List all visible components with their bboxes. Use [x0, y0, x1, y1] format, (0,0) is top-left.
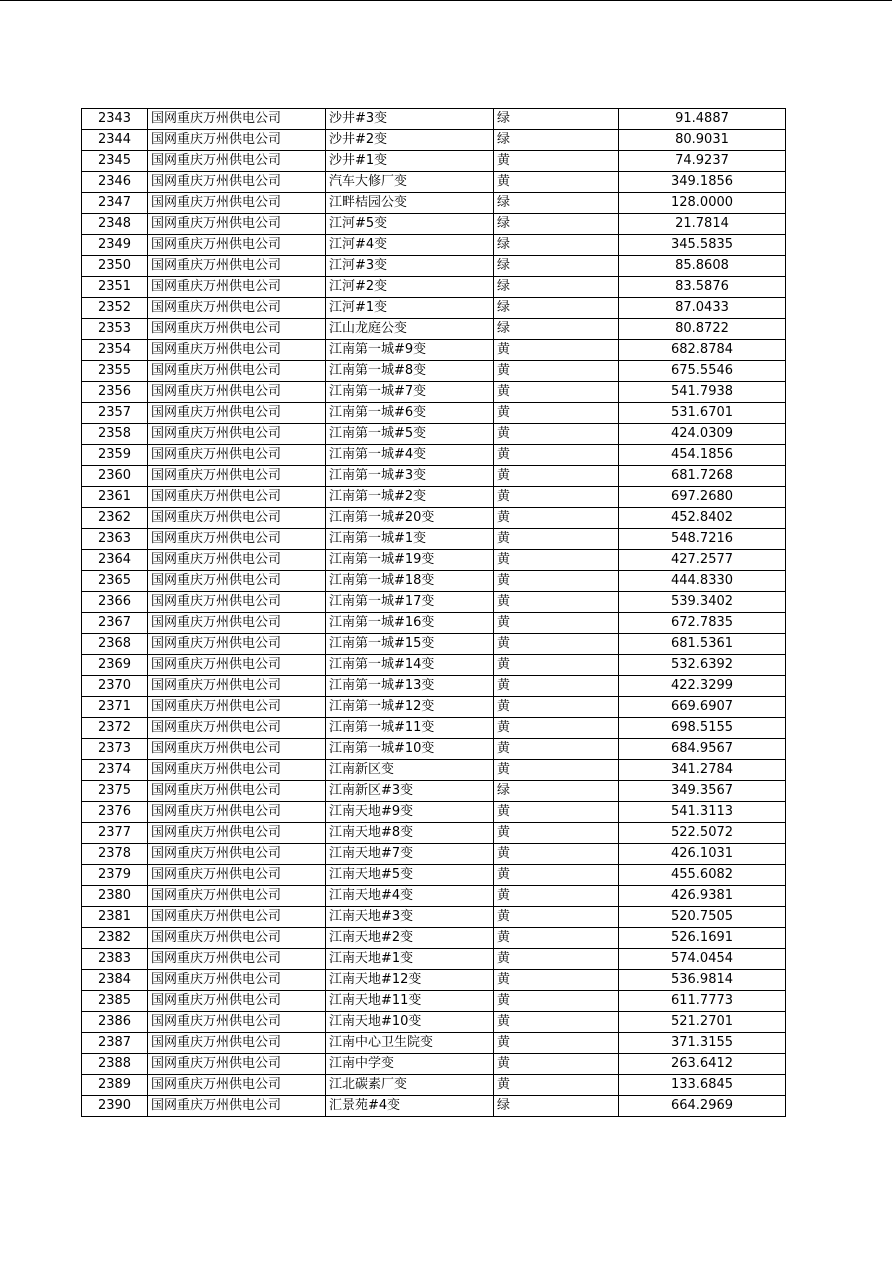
company-cell: 国网重庆万州供电公司: [148, 676, 326, 697]
company-cell: 国网重庆万州供电公司: [148, 340, 326, 361]
status-color-cell: 黄: [494, 529, 619, 550]
value-cell: 541.3113: [619, 802, 786, 823]
value-cell: 526.1691: [619, 928, 786, 949]
table-row: [82, 886, 786, 907]
company-cell: 国网重庆万州供电公司: [148, 949, 326, 970]
row-number-cell: 2378: [82, 844, 148, 865]
table-row: [82, 592, 786, 613]
table-row: [82, 529, 786, 550]
table-row: [82, 424, 786, 445]
company-cell: 国网重庆万州供电公司: [148, 445, 326, 466]
value-cell: 574.0454: [619, 949, 786, 970]
company-cell: 国网重庆万州供电公司: [148, 235, 326, 256]
station-name-cell: 江河#3变: [326, 256, 494, 277]
value-cell: 91.4887: [619, 109, 786, 130]
value-cell: 454.1856: [619, 445, 786, 466]
table-row: [82, 655, 786, 676]
value-cell: 85.8608: [619, 256, 786, 277]
table-row: [82, 1075, 786, 1096]
company-cell: 国网重庆万州供电公司: [148, 277, 326, 298]
row-number-cell: 2368: [82, 634, 148, 655]
row-number-cell: 2374: [82, 760, 148, 781]
company-cell: 国网重庆万州供电公司: [148, 697, 326, 718]
company-cell: 国网重庆万州供电公司: [148, 151, 326, 172]
status-color-cell: 黄: [494, 508, 619, 529]
value-cell: 455.6082: [619, 865, 786, 886]
value-cell: 83.5876: [619, 277, 786, 298]
status-color-cell: 黄: [494, 760, 619, 781]
table-row: [82, 697, 786, 718]
value-cell: 521.2701: [619, 1012, 786, 1033]
table-row: [82, 151, 786, 172]
station-name-cell: 江河#5变: [326, 214, 494, 235]
station-name-cell: 江南第一城#20变: [326, 508, 494, 529]
company-cell: 国网重庆万州供电公司: [148, 550, 326, 571]
status-color-cell: 黄: [494, 949, 619, 970]
status-color-cell: 黄: [494, 340, 619, 361]
status-color-cell: 黄: [494, 718, 619, 739]
row-number-cell: 2348: [82, 214, 148, 235]
station-name-cell: 江南第一城#1变: [326, 529, 494, 550]
station-name-cell: 江山龙庭公变: [326, 319, 494, 340]
value-cell: 426.1031: [619, 844, 786, 865]
row-number-cell: 2356: [82, 382, 148, 403]
company-cell: 国网重庆万州供电公司: [148, 487, 326, 508]
station-name-cell: 江南第一城#3变: [326, 466, 494, 487]
table-row: [82, 907, 786, 928]
row-number-cell: 2344: [82, 130, 148, 151]
status-color-cell: 黄: [494, 403, 619, 424]
status-color-cell: 绿: [494, 298, 619, 319]
table-row: [82, 214, 786, 235]
status-color-cell: 绿: [494, 193, 619, 214]
status-color-cell: 绿: [494, 130, 619, 151]
row-number-cell: 2354: [82, 340, 148, 361]
value-cell: 424.0309: [619, 424, 786, 445]
table-row: [82, 487, 786, 508]
station-name-cell: 沙井#1变: [326, 151, 494, 172]
company-cell: 国网重庆万州供电公司: [148, 760, 326, 781]
table-row: [82, 802, 786, 823]
station-name-cell: 江南第一城#4变: [326, 445, 494, 466]
table-row: [82, 109, 786, 130]
table-row: [82, 298, 786, 319]
table-row: [82, 844, 786, 865]
status-color-cell: 黄: [494, 823, 619, 844]
company-cell: 国网重庆万州供电公司: [148, 298, 326, 319]
table-row: [82, 760, 786, 781]
table-row: [82, 445, 786, 466]
table-row: [82, 193, 786, 214]
table-row: [82, 256, 786, 277]
station-name-cell: 江南第一城#8变: [326, 361, 494, 382]
company-cell: 国网重庆万州供电公司: [148, 193, 326, 214]
value-cell: 349.3567: [619, 781, 786, 802]
value-cell: 74.9237: [619, 151, 786, 172]
value-cell: 349.1856: [619, 172, 786, 193]
value-cell: 697.2680: [619, 487, 786, 508]
station-name-cell: 江南第一城#15变: [326, 634, 494, 655]
table-row: [82, 970, 786, 991]
value-cell: 541.7938: [619, 382, 786, 403]
company-cell: 国网重庆万州供电公司: [148, 634, 326, 655]
row-number-cell: 2351: [82, 277, 148, 298]
status-color-cell: 黄: [494, 592, 619, 613]
table-row: [82, 781, 786, 802]
status-color-cell: 黄: [494, 382, 619, 403]
station-name-cell: 江南第一城#6变: [326, 403, 494, 424]
row-number-cell: 2387: [82, 1033, 148, 1054]
value-cell: 80.9031: [619, 130, 786, 151]
company-cell: 国网重庆万州供电公司: [148, 172, 326, 193]
row-number-cell: 2370: [82, 676, 148, 697]
status-color-cell: 黄: [494, 802, 619, 823]
table-row: [82, 1096, 786, 1117]
row-number-cell: 2384: [82, 970, 148, 991]
row-number-cell: 2379: [82, 865, 148, 886]
station-name-cell: 沙井#3变: [326, 109, 494, 130]
value-cell: 520.7505: [619, 907, 786, 928]
value-cell: 531.6701: [619, 403, 786, 424]
station-name-cell: 江南第一城#13变: [326, 676, 494, 697]
table-row: [82, 991, 786, 1012]
status-color-cell: 黄: [494, 865, 619, 886]
table-row: [82, 466, 786, 487]
company-cell: 国网重庆万州供电公司: [148, 508, 326, 529]
station-name-cell: 江南天地#1变: [326, 949, 494, 970]
table-row: [82, 361, 786, 382]
row-number-cell: 2360: [82, 466, 148, 487]
row-number-cell: 2371: [82, 697, 148, 718]
company-cell: 国网重庆万州供电公司: [148, 382, 326, 403]
station-name-cell: 江南第一城#5变: [326, 424, 494, 445]
row-number-cell: 2350: [82, 256, 148, 277]
company-cell: 国网重庆万州供电公司: [148, 1075, 326, 1096]
company-cell: 国网重庆万州供电公司: [148, 1033, 326, 1054]
station-name-cell: 江南天地#9变: [326, 802, 494, 823]
value-cell: 263.6412: [619, 1054, 786, 1075]
value-cell: 426.9381: [619, 886, 786, 907]
value-cell: 444.8330: [619, 571, 786, 592]
table-body: [82, 109, 786, 1117]
station-name-cell: 江南新区#3变: [326, 781, 494, 802]
company-cell: 国网重庆万州供电公司: [148, 361, 326, 382]
station-name-cell: 江南第一城#17变: [326, 592, 494, 613]
status-color-cell: 黄: [494, 424, 619, 445]
status-color-cell: 黄: [494, 487, 619, 508]
table-row: [82, 382, 786, 403]
row-number-cell: 2358: [82, 424, 148, 445]
station-name-cell: 汽车大修厂变: [326, 172, 494, 193]
status-color-cell: 黄: [494, 172, 619, 193]
station-name-cell: 江南天地#2变: [326, 928, 494, 949]
table-row: [82, 571, 786, 592]
status-color-cell: 黄: [494, 571, 619, 592]
value-cell: 684.9567: [619, 739, 786, 760]
status-color-cell: 绿: [494, 781, 619, 802]
company-cell: 国网重庆万州供电公司: [148, 1054, 326, 1075]
station-name-cell: 江南中学变: [326, 1054, 494, 1075]
row-number-cell: 2390: [82, 1096, 148, 1117]
value-cell: 371.3155: [619, 1033, 786, 1054]
status-color-cell: 绿: [494, 1096, 619, 1117]
table-row: [82, 277, 786, 298]
status-color-cell: 黄: [494, 634, 619, 655]
row-number-cell: 2349: [82, 235, 148, 256]
table-row: [82, 718, 786, 739]
value-cell: 422.3299: [619, 676, 786, 697]
table-row: [82, 1054, 786, 1075]
company-cell: 国网重庆万州供电公司: [148, 130, 326, 151]
status-color-cell: 黄: [494, 550, 619, 571]
station-name-cell: 江南第一城#10变: [326, 739, 494, 760]
status-color-cell: 黄: [494, 676, 619, 697]
data-table: [81, 108, 786, 1117]
company-cell: 国网重庆万州供电公司: [148, 1096, 326, 1117]
station-name-cell: 沙井#2变: [326, 130, 494, 151]
status-color-cell: 绿: [494, 214, 619, 235]
table-row: [82, 235, 786, 256]
value-cell: 664.2969: [619, 1096, 786, 1117]
company-cell: 国网重庆万州供电公司: [148, 970, 326, 991]
station-name-cell: 江南第一城#12变: [326, 697, 494, 718]
company-cell: 国网重庆万州供电公司: [148, 865, 326, 886]
station-name-cell: 江南天地#12变: [326, 970, 494, 991]
row-number-cell: 2345: [82, 151, 148, 172]
station-name-cell: 江河#1变: [326, 298, 494, 319]
value-cell: 87.0433: [619, 298, 786, 319]
status-color-cell: 黄: [494, 844, 619, 865]
table-row: [82, 739, 786, 760]
row-number-cell: 2369: [82, 655, 148, 676]
station-name-cell: 江南天地#3变: [326, 907, 494, 928]
row-number-cell: 2386: [82, 1012, 148, 1033]
status-color-cell: 黄: [494, 361, 619, 382]
table-row: [82, 550, 786, 571]
company-cell: 国网重庆万州供电公司: [148, 109, 326, 130]
station-name-cell: 江南新区变: [326, 760, 494, 781]
table-row: [82, 928, 786, 949]
value-cell: 681.7268: [619, 466, 786, 487]
value-cell: 133.6845: [619, 1075, 786, 1096]
row-number-cell: 2361: [82, 487, 148, 508]
status-color-cell: 绿: [494, 319, 619, 340]
row-number-cell: 2373: [82, 739, 148, 760]
value-cell: 698.5155: [619, 718, 786, 739]
station-name-cell: 江南第一城#18变: [326, 571, 494, 592]
status-color-cell: 黄: [494, 886, 619, 907]
status-color-cell: 黄: [494, 151, 619, 172]
value-cell: 675.5546: [619, 361, 786, 382]
company-cell: 国网重庆万州供电公司: [148, 592, 326, 613]
value-cell: 21.7814: [619, 214, 786, 235]
station-name-cell: 江南天地#8变: [326, 823, 494, 844]
station-name-cell: 江南天地#11变: [326, 991, 494, 1012]
table-row: [82, 508, 786, 529]
station-name-cell: 江河#2变: [326, 277, 494, 298]
table-row: [82, 319, 786, 340]
row-number-cell: 2359: [82, 445, 148, 466]
value-cell: 682.8784: [619, 340, 786, 361]
station-name-cell: 江南第一城#9变: [326, 340, 494, 361]
status-color-cell: 黄: [494, 1033, 619, 1054]
row-number-cell: 2385: [82, 991, 148, 1012]
table-row: [82, 865, 786, 886]
value-cell: 539.3402: [619, 592, 786, 613]
status-color-cell: 黄: [494, 970, 619, 991]
value-cell: 669.6907: [619, 697, 786, 718]
company-cell: 国网重庆万州供电公司: [148, 571, 326, 592]
company-cell: 国网重庆万州供电公司: [148, 466, 326, 487]
station-name-cell: 江南天地#7变: [326, 844, 494, 865]
value-cell: 80.8722: [619, 319, 786, 340]
company-cell: 国网重庆万州供电公司: [148, 907, 326, 928]
company-cell: 国网重庆万州供电公司: [148, 781, 326, 802]
table-row: [82, 1033, 786, 1054]
company-cell: 国网重庆万州供电公司: [148, 823, 326, 844]
row-number-cell: 2346: [82, 172, 148, 193]
value-cell: 522.5072: [619, 823, 786, 844]
company-cell: 国网重庆万州供电公司: [148, 424, 326, 445]
status-color-cell: 绿: [494, 277, 619, 298]
status-color-cell: 黄: [494, 466, 619, 487]
status-color-cell: 黄: [494, 445, 619, 466]
row-number-cell: 2357: [82, 403, 148, 424]
station-name-cell: 江南中心卫生院变: [326, 1033, 494, 1054]
station-name-cell: 江南第一城#7变: [326, 382, 494, 403]
value-cell: 427.2577: [619, 550, 786, 571]
value-cell: 341.2784: [619, 760, 786, 781]
value-cell: 536.9814: [619, 970, 786, 991]
row-number-cell: 2366: [82, 592, 148, 613]
station-name-cell: 江南第一城#14变: [326, 655, 494, 676]
company-cell: 国网重庆万州供电公司: [148, 802, 326, 823]
station-name-cell: 江南天地#5变: [326, 865, 494, 886]
value-cell: 672.7835: [619, 613, 786, 634]
company-cell: 国网重庆万州供电公司: [148, 529, 326, 550]
station-name-cell: 江南第一城#2变: [326, 487, 494, 508]
row-number-cell: 2376: [82, 802, 148, 823]
status-color-cell: 黄: [494, 655, 619, 676]
row-number-cell: 2389: [82, 1075, 148, 1096]
status-color-cell: 黄: [494, 991, 619, 1012]
row-number-cell: 2367: [82, 613, 148, 634]
status-color-cell: 黄: [494, 1054, 619, 1075]
status-color-cell: 绿: [494, 109, 619, 130]
row-number-cell: 2365: [82, 571, 148, 592]
value-cell: 345.5835: [619, 235, 786, 256]
status-color-cell: 绿: [494, 256, 619, 277]
station-name-cell: 江河#4变: [326, 235, 494, 256]
company-cell: 国网重庆万州供电公司: [148, 319, 326, 340]
value-cell: 548.7216: [619, 529, 786, 550]
company-cell: 国网重庆万州供电公司: [148, 844, 326, 865]
table-row: [82, 634, 786, 655]
station-name-cell: 江南第一城#11变: [326, 718, 494, 739]
row-number-cell: 2347: [82, 193, 148, 214]
value-cell: 611.7773: [619, 991, 786, 1012]
status-color-cell: 黄: [494, 928, 619, 949]
status-color-cell: 黄: [494, 739, 619, 760]
table-row: [82, 172, 786, 193]
company-cell: 国网重庆万州供电公司: [148, 655, 326, 676]
row-number-cell: 2380: [82, 886, 148, 907]
page-top-rule: [0, 0, 892, 1]
row-number-cell: 2352: [82, 298, 148, 319]
station-name-cell: 江北碳素厂变: [326, 1075, 494, 1096]
status-color-cell: 绿: [494, 235, 619, 256]
table-row: [82, 613, 786, 634]
company-cell: 国网重庆万州供电公司: [148, 886, 326, 907]
table-row: [82, 130, 786, 151]
value-cell: 681.5361: [619, 634, 786, 655]
table-row: [82, 340, 786, 361]
row-number-cell: 2372: [82, 718, 148, 739]
row-number-cell: 2377: [82, 823, 148, 844]
station-name-cell: 江南第一城#16变: [326, 613, 494, 634]
value-cell: 452.8402: [619, 508, 786, 529]
company-cell: 国网重庆万州供电公司: [148, 403, 326, 424]
station-name-cell: 汇景苑#4变: [326, 1096, 494, 1117]
status-color-cell: 黄: [494, 1075, 619, 1096]
status-color-cell: 黄: [494, 1012, 619, 1033]
company-cell: 国网重庆万州供电公司: [148, 739, 326, 760]
company-cell: 国网重庆万州供电公司: [148, 928, 326, 949]
row-number-cell: 2363: [82, 529, 148, 550]
row-number-cell: 2381: [82, 907, 148, 928]
status-color-cell: 黄: [494, 613, 619, 634]
station-name-cell: 江南天地#4变: [326, 886, 494, 907]
company-cell: 国网重庆万州供电公司: [148, 991, 326, 1012]
row-number-cell: 2383: [82, 949, 148, 970]
value-cell: 128.0000: [619, 193, 786, 214]
company-cell: 国网重庆万州供电公司: [148, 214, 326, 235]
status-color-cell: 黄: [494, 697, 619, 718]
company-cell: 国网重庆万州供电公司: [148, 1012, 326, 1033]
table-row: [82, 1012, 786, 1033]
table-row: [82, 823, 786, 844]
row-number-cell: 2362: [82, 508, 148, 529]
station-name-cell: 江南第一城#19变: [326, 550, 494, 571]
status-color-cell: 黄: [494, 907, 619, 928]
row-number-cell: 2353: [82, 319, 148, 340]
value-cell: 532.6392: [619, 655, 786, 676]
station-name-cell: 江南天地#10变: [326, 1012, 494, 1033]
row-number-cell: 2375: [82, 781, 148, 802]
table-row: [82, 676, 786, 697]
row-number-cell: 2388: [82, 1054, 148, 1075]
company-cell: 国网重庆万州供电公司: [148, 256, 326, 277]
station-name-cell: 江畔桔园公变: [326, 193, 494, 214]
row-number-cell: 2364: [82, 550, 148, 571]
table-row: [82, 403, 786, 424]
company-cell: 国网重庆万州供电公司: [148, 613, 326, 634]
row-number-cell: 2382: [82, 928, 148, 949]
company-cell: 国网重庆万州供电公司: [148, 718, 326, 739]
table-row: [82, 949, 786, 970]
row-number-cell: 2355: [82, 361, 148, 382]
row-number-cell: 2343: [82, 109, 148, 130]
